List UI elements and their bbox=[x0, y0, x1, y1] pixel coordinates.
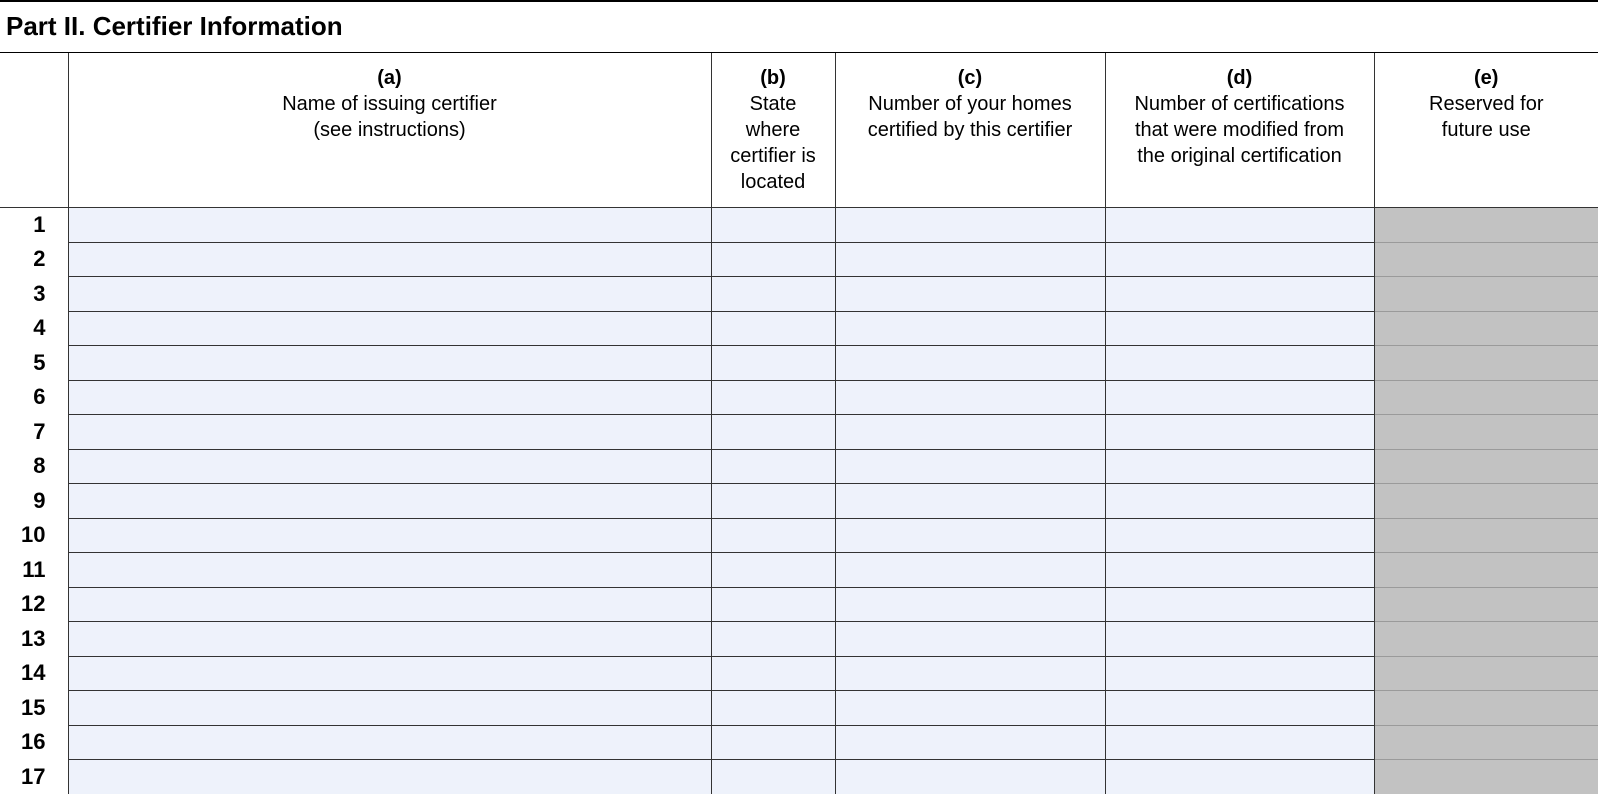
entry-field-c[interactable] bbox=[835, 691, 1105, 726]
column-header-d bbox=[1105, 53, 1374, 208]
top-rule bbox=[0, 0, 1598, 2]
entry-field-c[interactable] bbox=[835, 311, 1105, 346]
reserved-field-e bbox=[1374, 725, 1598, 760]
entry-field-a[interactable] bbox=[68, 656, 711, 691]
entry-field-a[interactable] bbox=[68, 311, 711, 346]
line-number: 7 bbox=[0, 415, 68, 450]
entry-field-c[interactable] bbox=[835, 242, 1105, 277]
entry-field-c[interactable] bbox=[835, 553, 1105, 588]
entry-field-d[interactable] bbox=[1105, 346, 1374, 381]
column-letter-b: (b) bbox=[760, 67, 786, 89]
entry-field-c[interactable] bbox=[835, 484, 1105, 519]
entry-field-c[interactable] bbox=[835, 208, 1105, 243]
table-row bbox=[0, 656, 1598, 691]
entry-field-b[interactable] bbox=[711, 277, 835, 312]
entry-field-d[interactable] bbox=[1105, 725, 1374, 760]
entry-field-d[interactable] bbox=[1105, 587, 1374, 622]
entry-field-d[interactable] bbox=[1105, 656, 1374, 691]
entry-field-c[interactable] bbox=[835, 518, 1105, 553]
table-row bbox=[0, 346, 1598, 381]
entry-field-d[interactable] bbox=[1105, 760, 1374, 794]
table-row bbox=[0, 208, 1598, 243]
column-header-b bbox=[711, 53, 835, 208]
reserved-field-e bbox=[1374, 242, 1598, 277]
line-number: 9 bbox=[0, 484, 68, 519]
entry-field-c[interactable] bbox=[835, 656, 1105, 691]
line-number: 11 bbox=[0, 553, 68, 588]
entry-field-a[interactable] bbox=[68, 242, 711, 277]
entry-field-c[interactable] bbox=[835, 449, 1105, 484]
entry-field-b[interactable] bbox=[711, 622, 835, 657]
entry-field-d[interactable] bbox=[1105, 208, 1374, 243]
entry-field-c[interactable] bbox=[835, 760, 1105, 794]
reserved-field-e bbox=[1374, 760, 1598, 794]
column-letter-a: (a) bbox=[377, 67, 402, 89]
line-number: 13 bbox=[0, 622, 68, 657]
reserved-field-e bbox=[1374, 587, 1598, 622]
entry-field-b[interactable] bbox=[711, 346, 835, 381]
entry-field-d[interactable] bbox=[1105, 311, 1374, 346]
table-row bbox=[0, 587, 1598, 622]
table-row bbox=[0, 449, 1598, 484]
reserved-field-e bbox=[1374, 208, 1598, 243]
entry-field-d[interactable] bbox=[1105, 518, 1374, 553]
entry-field-a[interactable] bbox=[68, 518, 711, 553]
entry-field-c[interactable] bbox=[835, 725, 1105, 760]
line-number: 1 bbox=[0, 208, 68, 243]
line-number: 14 bbox=[0, 656, 68, 691]
column-letter-d: (d) bbox=[1226, 67, 1253, 89]
entry-field-a[interactable] bbox=[68, 346, 711, 381]
reserved-field-e bbox=[1374, 484, 1598, 519]
line-number: 3 bbox=[0, 277, 68, 312]
entry-field-a[interactable] bbox=[68, 415, 711, 450]
table-row bbox=[0, 311, 1598, 346]
entry-field-b[interactable] bbox=[711, 484, 835, 519]
entry-field-a[interactable] bbox=[68, 380, 711, 415]
line-number: 6 bbox=[0, 380, 68, 415]
entry-field-b[interactable] bbox=[711, 208, 835, 243]
table-row bbox=[0, 553, 1598, 588]
entry-field-d[interactable] bbox=[1105, 553, 1374, 588]
entry-field-d[interactable] bbox=[1105, 622, 1374, 657]
entry-field-d[interactable] bbox=[1105, 380, 1374, 415]
table-row bbox=[0, 760, 1598, 794]
entry-field-a[interactable] bbox=[68, 587, 711, 622]
entry-field-b[interactable] bbox=[711, 415, 835, 450]
entry-field-d[interactable] bbox=[1105, 449, 1374, 484]
entry-field-d[interactable] bbox=[1105, 691, 1374, 726]
entry-field-c[interactable] bbox=[835, 380, 1105, 415]
reserved-field-e bbox=[1374, 311, 1598, 346]
reserved-field-e bbox=[1374, 380, 1598, 415]
entry-field-c[interactable] bbox=[835, 622, 1105, 657]
entry-field-b[interactable] bbox=[711, 656, 835, 691]
entry-field-d[interactable] bbox=[1105, 484, 1374, 519]
reserved-field-e bbox=[1374, 415, 1598, 450]
line-number: 4 bbox=[0, 311, 68, 346]
table-row bbox=[0, 380, 1598, 415]
line-number: 10 bbox=[0, 518, 68, 553]
entry-field-a[interactable] bbox=[68, 622, 711, 657]
column-header-e bbox=[1374, 53, 1598, 208]
entry-field-b[interactable] bbox=[711, 449, 835, 484]
entry-field-b[interactable] bbox=[711, 380, 835, 415]
certifier-table bbox=[0, 53, 1598, 794]
column-label-c: Number of your homes certified by this certifier bbox=[867, 93, 1073, 141]
line-number-header bbox=[0, 53, 68, 208]
reserved-field-e bbox=[1374, 656, 1598, 691]
reserved-field-e bbox=[1374, 346, 1598, 381]
table-row bbox=[0, 691, 1598, 726]
column-label-b: State where certifier is located bbox=[730, 93, 816, 193]
entry-field-a[interactable] bbox=[68, 553, 711, 588]
table-row bbox=[0, 484, 1598, 519]
entry-field-c[interactable] bbox=[835, 587, 1105, 622]
entry-field-b[interactable] bbox=[711, 691, 835, 726]
entry-field-d[interactable] bbox=[1105, 242, 1374, 277]
column-label-a: Name of issuing certifier (see instructions) bbox=[282, 93, 497, 141]
header-row bbox=[0, 53, 1598, 208]
reserved-field-e bbox=[1374, 553, 1598, 588]
line-number: 8 bbox=[0, 449, 68, 484]
table-row bbox=[0, 518, 1598, 553]
table-row bbox=[0, 415, 1598, 450]
entry-field-b[interactable] bbox=[711, 760, 835, 794]
entry-field-d[interactable] bbox=[1105, 277, 1374, 312]
line-number: 17 bbox=[0, 760, 68, 794]
entry-field-a[interactable] bbox=[68, 691, 711, 726]
column-letter-e: (e) bbox=[1474, 67, 1499, 89]
entry-field-b[interactable] bbox=[711, 242, 835, 277]
entry-field-c[interactable] bbox=[835, 346, 1105, 381]
table-row bbox=[0, 242, 1598, 277]
entry-field-c[interactable] bbox=[835, 277, 1105, 312]
reserved-field-e bbox=[1374, 518, 1598, 553]
table-row bbox=[0, 725, 1598, 760]
entry-field-a[interactable] bbox=[68, 760, 711, 794]
entry-field-b[interactable] bbox=[711, 587, 835, 622]
column-letter-c: (c) bbox=[957, 67, 983, 89]
reserved-field-e bbox=[1374, 691, 1598, 726]
table-row bbox=[0, 622, 1598, 657]
line-number: 16 bbox=[0, 725, 68, 760]
column-header-a bbox=[68, 53, 711, 208]
entry-field-a[interactable] bbox=[68, 449, 711, 484]
line-number: 2 bbox=[0, 242, 68, 277]
entry-field-a[interactable] bbox=[68, 484, 711, 519]
line-number: 12 bbox=[0, 587, 68, 622]
column-label-e: Reserved for future use bbox=[1429, 93, 1544, 141]
entry-field-a[interactable] bbox=[68, 277, 711, 312]
reserved-field-e bbox=[1374, 277, 1598, 312]
page-title: Part II. Certifier Information bbox=[6, 11, 343, 41]
entry-field-d[interactable] bbox=[1105, 415, 1374, 450]
entry-field-b[interactable] bbox=[711, 553, 835, 588]
entry-field-c[interactable] bbox=[835, 415, 1105, 450]
table-row bbox=[0, 277, 1598, 312]
column-label-d: Number of certifications that were modified from the original certification bbox=[1134, 93, 1345, 167]
column-header-c bbox=[835, 53, 1105, 208]
reserved-field-e bbox=[1374, 622, 1598, 657]
entry-field-b[interactable] bbox=[711, 311, 835, 346]
line-number: 15 bbox=[0, 691, 68, 726]
line-number: 5 bbox=[0, 346, 68, 381]
reserved-field-e bbox=[1374, 449, 1598, 484]
entry-field-b[interactable] bbox=[711, 518, 835, 553]
entry-field-a[interactable] bbox=[68, 208, 711, 243]
entry-field-b[interactable] bbox=[711, 725, 835, 760]
entry-field-a[interactable] bbox=[68, 725, 711, 760]
